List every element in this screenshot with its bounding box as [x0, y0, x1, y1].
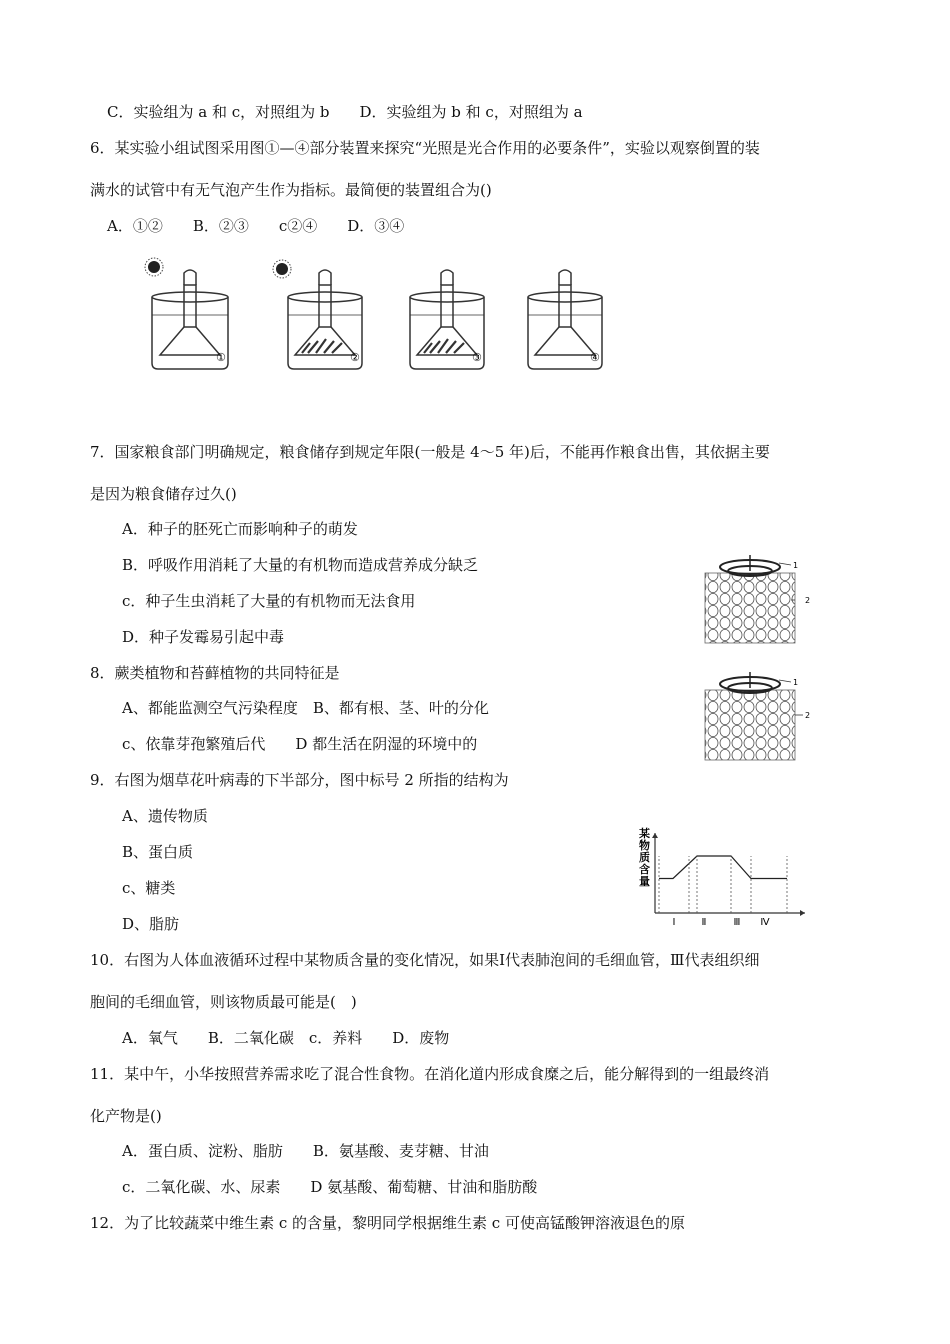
beaker-label-3: ③ — [472, 351, 482, 364]
q9-option-c: c、糖类 — [122, 879, 176, 897]
y-axis-arrow — [652, 833, 658, 838]
q11-stem-line2: 化产物是() — [90, 1107, 162, 1125]
q8-options-cd: c、依靠芽孢繁殖后代 D 都生活在阴湿的环境中的 — [122, 735, 478, 753]
q6-stem-line1: 6．某实验小组试图采用图①—④部分装置来探究“光照是光合作用的必要条件”，实验以观察倒置的装 — [90, 139, 760, 157]
q7-option-b: B．呼吸作用消耗了大量的有机物而造成营养成分缺乏 — [122, 556, 479, 574]
q6-stem-line2: 满水的试管中有无气泡产生作为指标。最简便的装置组合为() — [90, 181, 492, 199]
q6-apparatus-figure — [140, 255, 610, 380]
q6-options: A．①② B．②③ c②④ D．③④ — [107, 217, 405, 235]
beaker-label-1: ① — [216, 351, 226, 364]
beaker-label-2: ② — [350, 351, 360, 364]
q9-option-b: B、蛋白质 — [122, 843, 194, 861]
q7-option-a: A．种子的胚死亡而影响种子的萌发 — [122, 520, 358, 538]
beaker-label-4: ④ — [590, 351, 600, 364]
q11-options-cd: c．二氧化碳、水、尿素 D 氨基酸、葡萄糖、甘油和脂肪酸 — [122, 1178, 538, 1196]
q7-stem-line1: 7．国家粮食部门明确规定，粮食储存到规定年限(一般是 4～5 年)后，不能再作粮食出售，其依据主要 — [90, 443, 770, 461]
q7-option-d: D．种子发霉易引起中毒 — [122, 628, 285, 646]
q10-stem-line1: 10．右图为人体血液循环过程中某物质含量的变化情况，如果Ⅰ代表肺泡间的毛细血管，Ⅲ代表组织细 — [90, 951, 760, 969]
q9-option-d: D、脂肪 — [122, 915, 180, 933]
q10-options: A．氧气 B．二氧化碳 c．养料 D．废物 — [122, 1029, 450, 1047]
virus-upper — [705, 555, 810, 643]
sun-icon-2 — [273, 260, 291, 278]
q10-stem-line2: 胞间的毛细血管，则该物质最可能是( ) — [90, 993, 357, 1011]
sun-icon-1 — [145, 258, 163, 276]
tick-label-4: Ⅳ — [760, 917, 770, 928]
virus-label-1-top: 1 — [793, 561, 799, 570]
substance-level-chart — [633, 825, 813, 930]
tick-label-3: Ⅲ — [733, 917, 741, 928]
chart-ylabel: 某物质含量 — [639, 827, 650, 888]
virus-label-2-bottom: 2 — [805, 711, 811, 720]
x-axis-arrow — [800, 910, 805, 916]
q9-stem: 9．右图为烟草花叶病毒的下半部分，图中标号 2 所指的结构为 — [90, 771, 509, 789]
q11-stem-line1: 11．某中午，小华按照营养需求吃了混合性食物。在消化道内形成食糜之后，能分解得到的一组最终消 — [90, 1065, 770, 1083]
q11-options-ab: A．蛋白质、淀粉、脂肪 B．氨基酸、麦芽糖、甘油 — [122, 1142, 489, 1160]
q7-option-c: c．种子生虫消耗了大量的有机物而无法食用 — [122, 592, 416, 610]
virus-label-2-top: 2 — [805, 596, 811, 605]
q9-option-a: A、遗传物质 — [122, 807, 208, 825]
virus-label-1-bottom: 1 — [793, 678, 799, 687]
tick-label-1: Ⅰ — [672, 917, 676, 928]
virus-lower — [705, 672, 810, 760]
q8-stem: 8．蕨类植物和苔藓植物的共同特征是 — [90, 664, 340, 682]
q8-options-ab: A、都能监测空气污染程度 B、都有根、茎、叶的分化 — [122, 699, 489, 717]
tick-label-2: Ⅱ — [701, 917, 707, 928]
q7-stem-line2: 是因为粮食储存过久() — [90, 485, 237, 503]
tobacco-mosaic-virus-figure — [695, 545, 825, 765]
series-line — [659, 856, 787, 879]
q5-options: C．实验组为 a 和 c，对照组为 b D．实验组为 b 和 c，对照组为 a — [107, 103, 583, 121]
q12-stem: 12．为了比较蔬菜中维生素 c 的含量，黎明同学根据维生素 c 可使高锰酸钾溶液退色的原 — [90, 1214, 685, 1232]
